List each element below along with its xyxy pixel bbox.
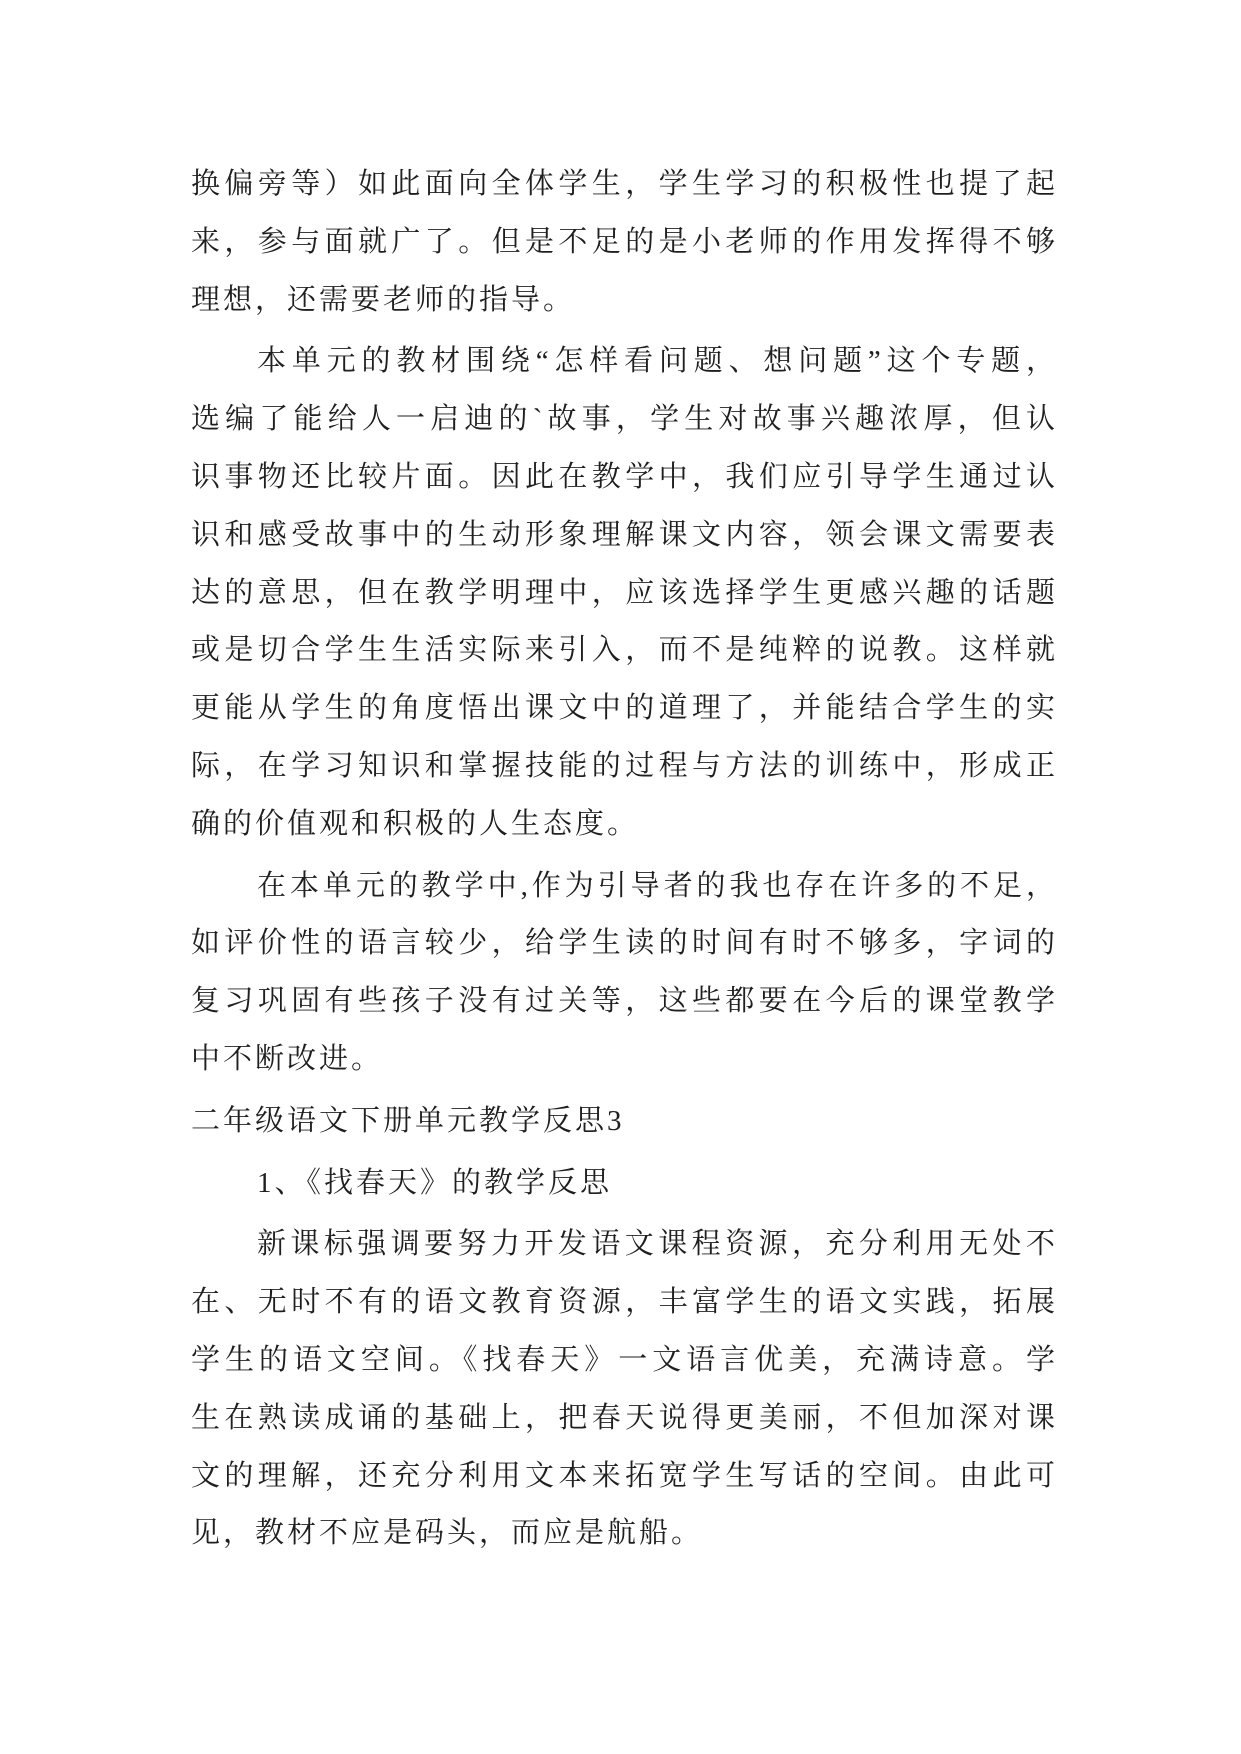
text-line: 如评价性的语言较少，给学生读的时间有时不够多，字词的 bbox=[191, 927, 1055, 960]
text-line: 确的价值观和积极的人生态度。 bbox=[191, 807, 640, 840]
text-line: 或是切合学生生活实际来引入，而不是纯粹的说教。这样就 bbox=[191, 634, 1055, 667]
section-heading bbox=[191, 1093, 1055, 1151]
text-line: 识事物还比较片面。因此在教学中，我们应引导学生通过认 bbox=[191, 460, 1055, 493]
section-heading-text: 二年级语文下册单元教学反思3 bbox=[191, 1104, 625, 1137]
text-line: 来，参与面就广了。但是不足的是小老师的作用发挥得不够 bbox=[191, 225, 1055, 258]
text-line: 复习巩固有些孩子没有过关等，这些都要在今后的课堂教学 bbox=[191, 985, 1055, 1018]
text-line: 更能从学生的角度悟出课文中的道理了，并能结合学生的实 bbox=[191, 692, 1055, 725]
text-line: 中不断改进。 bbox=[191, 1042, 384, 1075]
text-line: 达的意思，但在教学明理中，应该选择学生更感兴趣的话题 bbox=[191, 576, 1055, 609]
text-line: 在、无时不有的语文教育资源，丰富学生的语文实践，拓展 bbox=[191, 1286, 1055, 1319]
text-line: 选编了能给人一启迪的`故事，学生对故事兴趣浓厚，但认 bbox=[191, 403, 1055, 436]
text-line: 换偏旁等）如此面向全体学生，学生学习的积极性也提了起 bbox=[191, 168, 1055, 200]
text-line: 文的理解，还充分利用文本来拓宽学生写话的空间。由此可 bbox=[191, 1459, 1055, 1492]
text-line: 见，教材不应是码头，而应是航船。 bbox=[191, 1517, 704, 1550]
text-line: 新课标强调要努力开发语文课程资源，充分利用无处不 bbox=[257, 1228, 1055, 1261]
text-line: 本单元的教材围绕“怎样看问题、想问题”这个专题， bbox=[257, 345, 1055, 378]
text-line: 生在熟读成诵的基础上，把春天说得更美丽，不但加深对课 bbox=[191, 1401, 1055, 1434]
text-line: 际，在学习知识和掌握技能的过程与方法的训练中，形成正 bbox=[191, 749, 1055, 782]
paragraph bbox=[191, 156, 1055, 329]
text-line: 理想，还需要老师的指导。 bbox=[191, 283, 576, 316]
paragraph bbox=[191, 1216, 1055, 1563]
sub-heading bbox=[191, 1155, 1055, 1213]
sub-heading-text: 1、《找春天》的教学反思 bbox=[257, 1166, 613, 1199]
paragraph bbox=[191, 858, 1055, 1089]
document-page bbox=[191, 156, 1055, 1563]
paragraph bbox=[191, 333, 1055, 853]
text-line: 在本单元的教学中,作为引导者的我也存在许多的不足， bbox=[257, 869, 1055, 902]
text-line: 学生的语文空间。《找春天》一文语言优美，充满诗意。学 bbox=[191, 1343, 1055, 1376]
text-line: 识和感受故事中的生动形象理解课文内容，领会课文需要表 bbox=[191, 518, 1055, 551]
